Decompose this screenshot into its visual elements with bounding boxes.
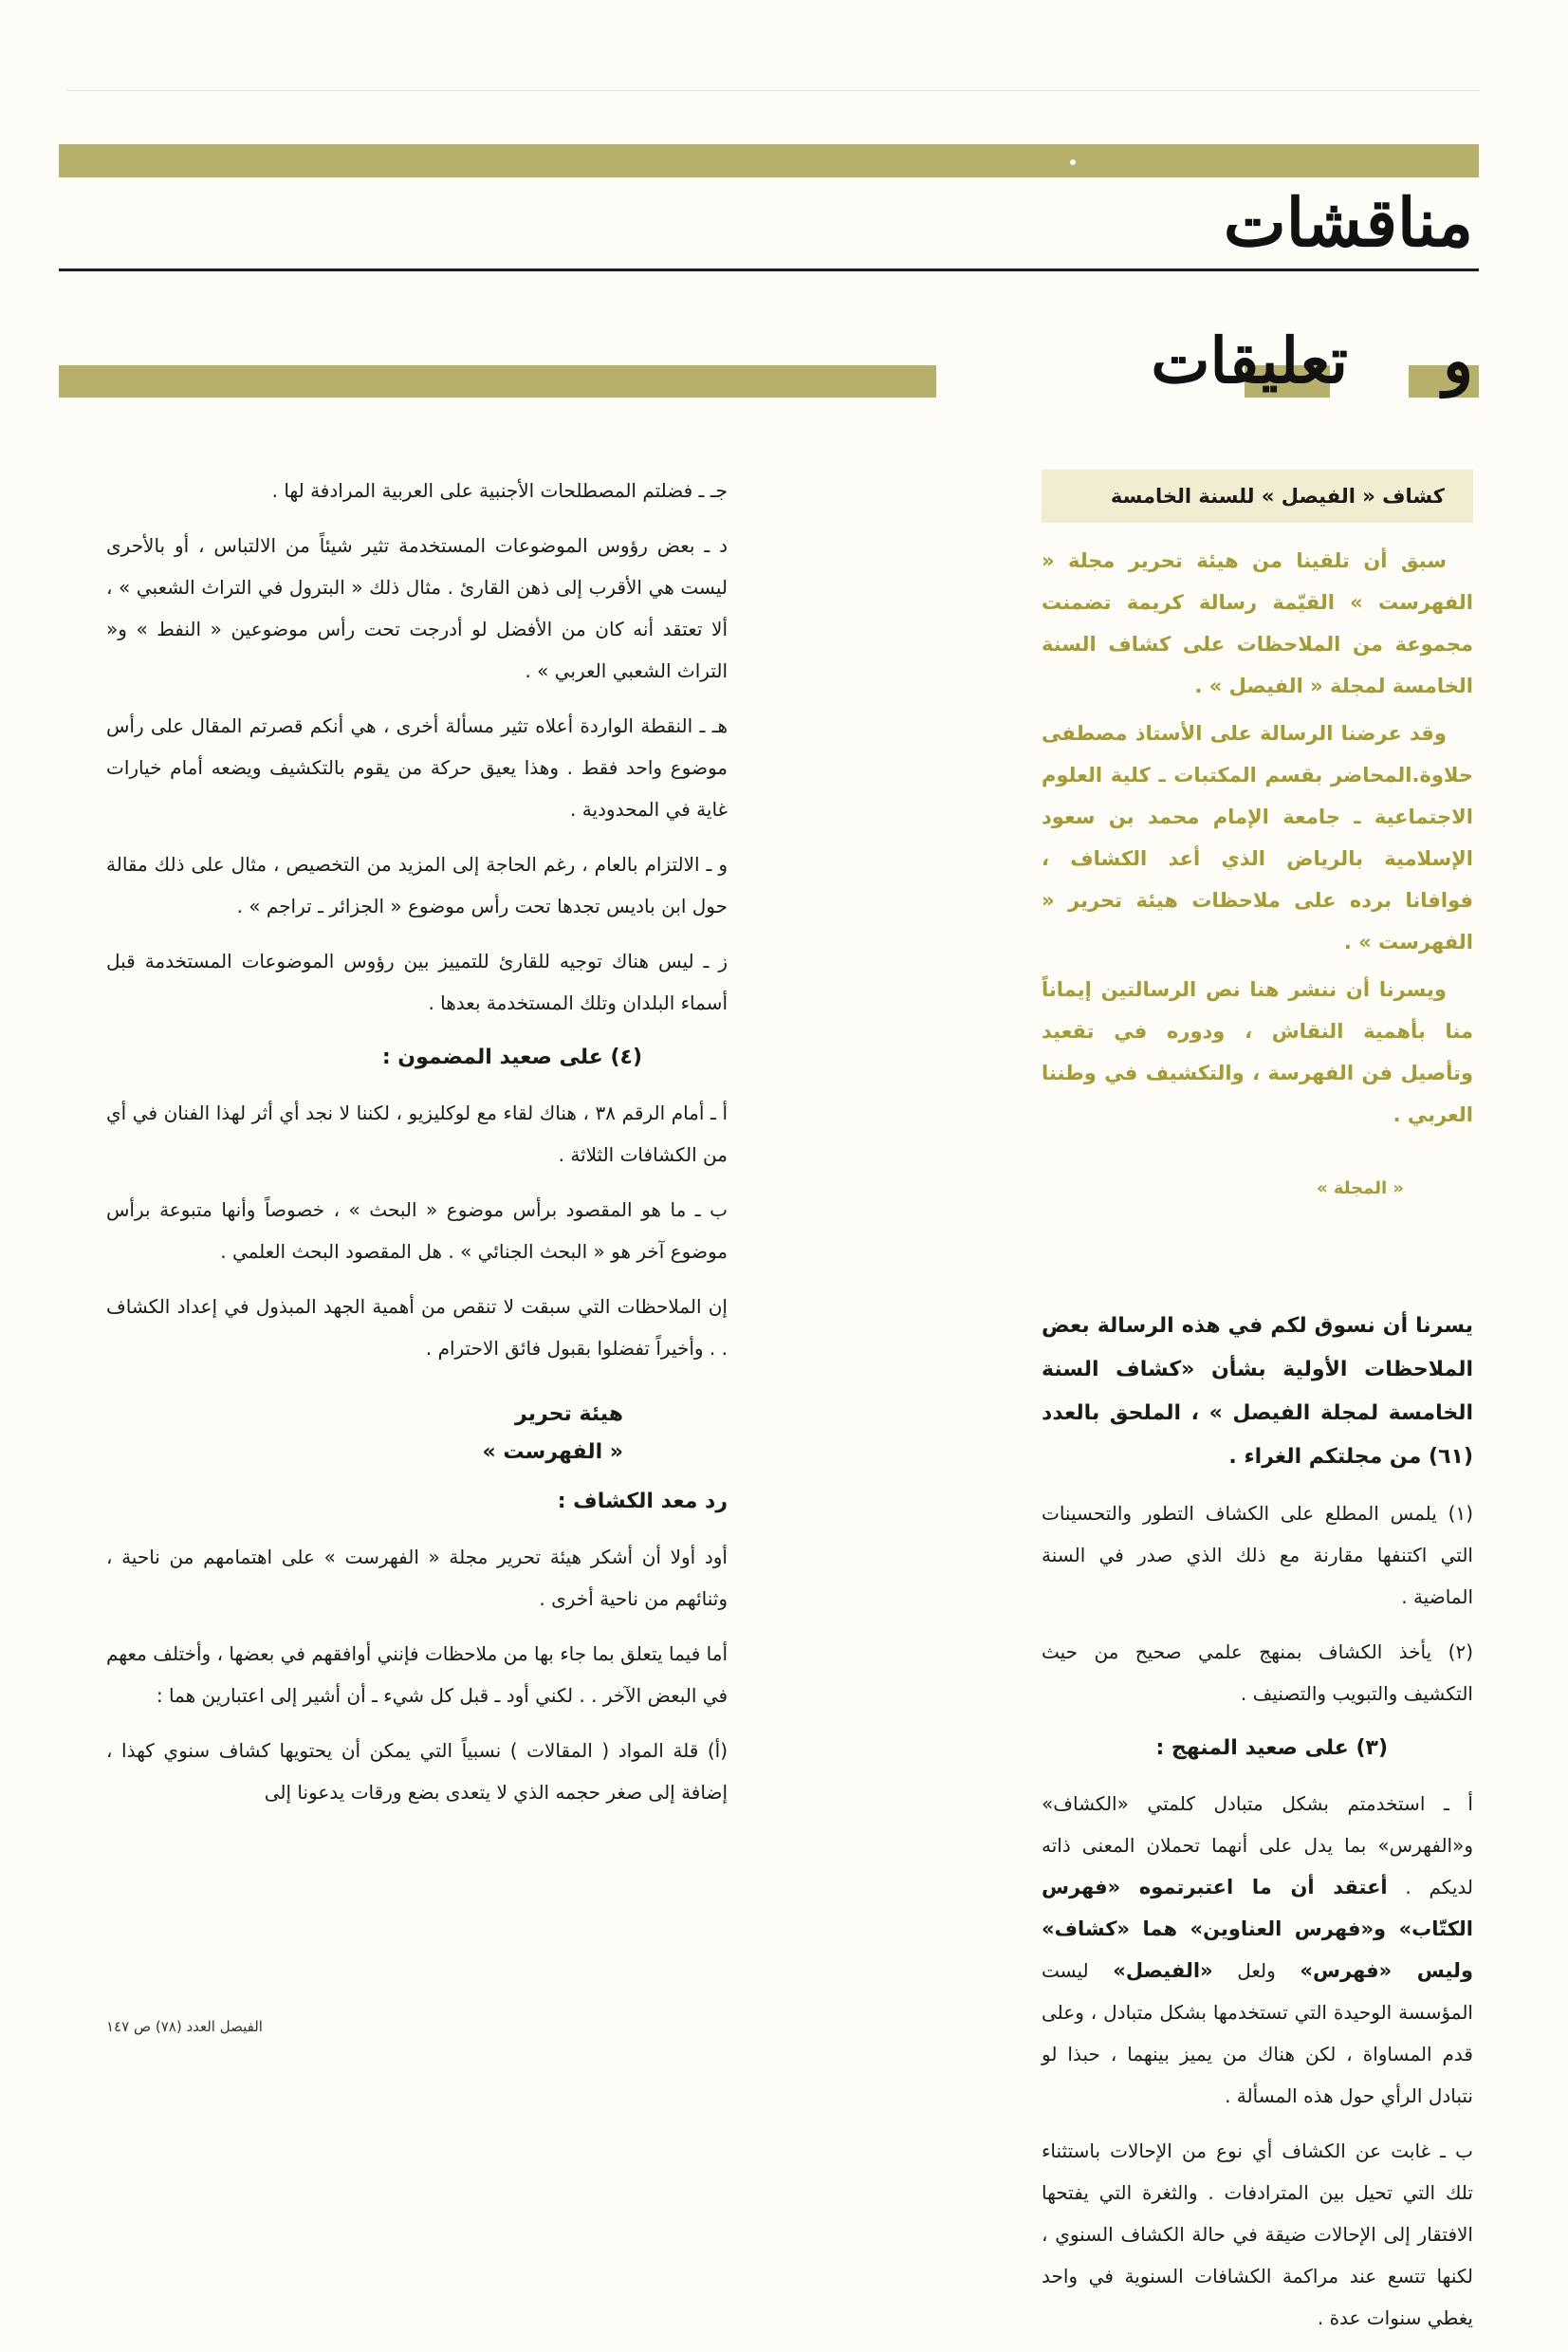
list-item: و ـ الالتزام بالعام ، رغم الحاجة إلى المزيد من التخصيص ، مثال على ذلك مقالة حول ابن باديس تجدها تحت رأس موضوع « الجزائر ـ تراجم » . (106, 853, 728, 917)
content-heading: (٤) على صعيد المضمون : (381, 1046, 642, 1069)
closing-paragraph: إن الملاحظات التي سبقت لا تنقص من أهمية الجهد المبذول في إعداد الكشاف . . وأخيراً تفضلوا بقبول فائق الاحترام . (106, 1295, 728, 1360)
editorial-paragraph: وقد عرضنا الرسالة على الأستاذ مصطفى حلاوة.المحاضر بقسم المكتبات ـ كلية العلوم الاجتماعية ـ جامعة الإمام محمد بن سعود الإسلامية بالرياض الذي أعد الكشاف ، فوافانا برده على ملاحظات هيئة تحرير « الفهرست » . (1042, 722, 1473, 954)
letter-intro: يسرنا أن نسوق لكم في هذه الرسالة بعض الملاحظات الأولية بشأن «كشاف السنة الخامسة لمجلة الفيصل » ، الملحق بالعدد (٦١) من مجلتكم الغراء . (1042, 1314, 1473, 1469)
section-title-conjunction: و (1443, 324, 1473, 398)
content-item: أ ـ أمام الرقم ٣٨ ، هناك لقاء مع لوكليزيو ، لكننا لا نجد أي أثر لهذا الفنان في أي من الكشافات الثلاثة . (106, 1102, 728, 1166)
reply-heading: رد معد الكشاف : (557, 1490, 728, 1513)
editorial-box (1042, 470, 1473, 1219)
list-item: د ـ بعض رؤوس الموضوعات المستخدمة تثير شيئاً من الالتباس ، أو بالأحرى ليست هي الأقرب إلى ذهن القارئ . مثال ذلك « البترول في التراث الشعبي » ، ألا تعتقد أنه كان من الأفضل لو أدرجت تحت رأس موضوعين « النفط » و« التراث الشعبي العربي » . (106, 534, 728, 682)
method-a-emphasis: أعتقد أن ما اعتبرتموه «فهرس الكتّاب» و«فهرس العناوين» هما «كشاف» وليس «فهرس» (1042, 1876, 1473, 1982)
method-heading: (٣) على صعيد المنهج : (1155, 1736, 1388, 1760)
editorial-paragraph: سبق أن تلقينا من هيئة تحرير مجلة « الفهرست » القيّمة رسالة كريمة تضمنت مجموعة من الملاحظات على كشاف السنة الخامسة لمجلة « الفيصل » . (1042, 549, 1473, 697)
editorial-body (1042, 523, 1473, 1219)
editorial-signature: « المجلة » (1317, 1178, 1405, 1198)
reply-paragraph: أما فيما يتعلق بما جاء بها من ملاحظات فإنني أوافقهم في بعضها ، وأختلف معهم في البعض الآخر . . لكني أود ـ قبل كل شيء ـ أن أشير إلى اعتبارين هما : (106, 1642, 728, 1707)
method-item-b: ب ـ غابت عن الكشاف أي نوع من الإحالات باستثناء تلك التي تحيل بين المترادفات . والثغرة التي يفتحها الافتقار إلى الإحالات ضيقة في حالة الكشاف السنوي ، لكنها تتسع عند مراكمة الكشافات السنوية في واحد يغطي سنوات عدة . (1042, 2139, 1473, 2329)
list-item: هـ ـ النقطة الواردة أعلاه تثير مسألة أخرى ، هي أنكم قصرتم المقال على رأس موضوع واحد فقط . وهذا يعيق حركة من يقوم بالتكشيف ويضعه أمام خيارات غاية في المحدودية . (106, 714, 728, 821)
method-a-mid: ولعل (1212, 1959, 1301, 1982)
method-a-start: أ ـ استخدمتم بشكل متبادل كلمتي «الكشاف» و«الفهرس» بما يدل على أنهما تحملان المعنى ذاته لديكم . (1042, 1792, 1473, 1898)
reply-paragraph: (أ) قلة المواد ( المقالات ) نسبياً التي يمكن أن يحتويها كشاف سنوي كهذا ، إضافة إلى صغر حجمه الذي لا يتعدى بضع ورقات يدعونا إلى (106, 1739, 728, 1804)
signature-block (106, 1396, 728, 1472)
point-item: (٢) يأخذ الكشاف بمنهج علمي صحيح من حيث التكشيف والتبويب والتصنيف . (1042, 1640, 1473, 1705)
section-title-discussions: مناقشات (1223, 183, 1473, 262)
top-faint-line (66, 90, 1480, 91)
reply-paragraph: أود أولا أن أشكر هيئة تحرير مجلة « الفهرست » على اهتمامهم من ناحية ، وثنائهم من ناحية أخرى . (106, 1546, 728, 1610)
editorial-paragraph: ويسرنا أن ننشر هنا نص الرسالتين إيماناً منا بأهمية النقاش ، ودوره في تقعيد وتأصيل فن الفهرسة ، والتكشيف في وطننا العربي . (1042, 978, 1473, 1126)
list-item: ز ـ ليس هناك توجيه للقارئ للتمييز بين رؤوس الموضوعات المستخدمة قبل أسماء البلدان وتلك المستخدمة بعدها . (106, 950, 728, 1014)
right-column (1042, 470, 1473, 2352)
list-item: جـ ـ فضلتم المصطلحات الأجنبية على العربية المرادفة لها . (271, 479, 728, 502)
content-item: ب ـ ما هو المقصود برأس موضوع « البحث » ، خصوصاً وأنها متبوعة برأس موضوع آخر هو « البحث الجنائي » . هل المقصود البحث العلمي . (106, 1198, 728, 1263)
signature-line-2: « الفهرست » (482, 1440, 623, 1464)
method-item-a (1042, 1783, 1473, 2117)
left-column (106, 470, 728, 1826)
header-lower-bar-left (59, 365, 936, 398)
section-title-comments: تعليقات (1151, 324, 1348, 398)
page-footer: الفيصل العدد (٧٨) ص ١٤٧ (106, 2018, 263, 2035)
signature-line-1: هيئة تحرير (515, 1402, 623, 1426)
method-a-emphasis-2: «الفيصل» (1113, 1959, 1213, 1982)
point-item: (١) يلمس المطلع على الكشاف التطور والتحسينات التي اكتنفها مقارنة مع ذلك الذي صدر في السنة الماضية . (1042, 1502, 1473, 1608)
decorative-dot (1070, 159, 1076, 165)
header-top-bar (59, 144, 1479, 177)
header-rule (59, 269, 1479, 271)
method-a-end: ليست المؤسسة الوحيدة التي تستخدمها بشكل متبادل ، وعلى قدم المساواة ، لكن هناك من يميز بينهما ، حبذا لو نتبادل الرأي حول هذه المسألة . (1042, 1959, 1473, 2107)
editorial-heading: كشاف « الفيصل » للسنة الخامسة (1042, 470, 1473, 523)
